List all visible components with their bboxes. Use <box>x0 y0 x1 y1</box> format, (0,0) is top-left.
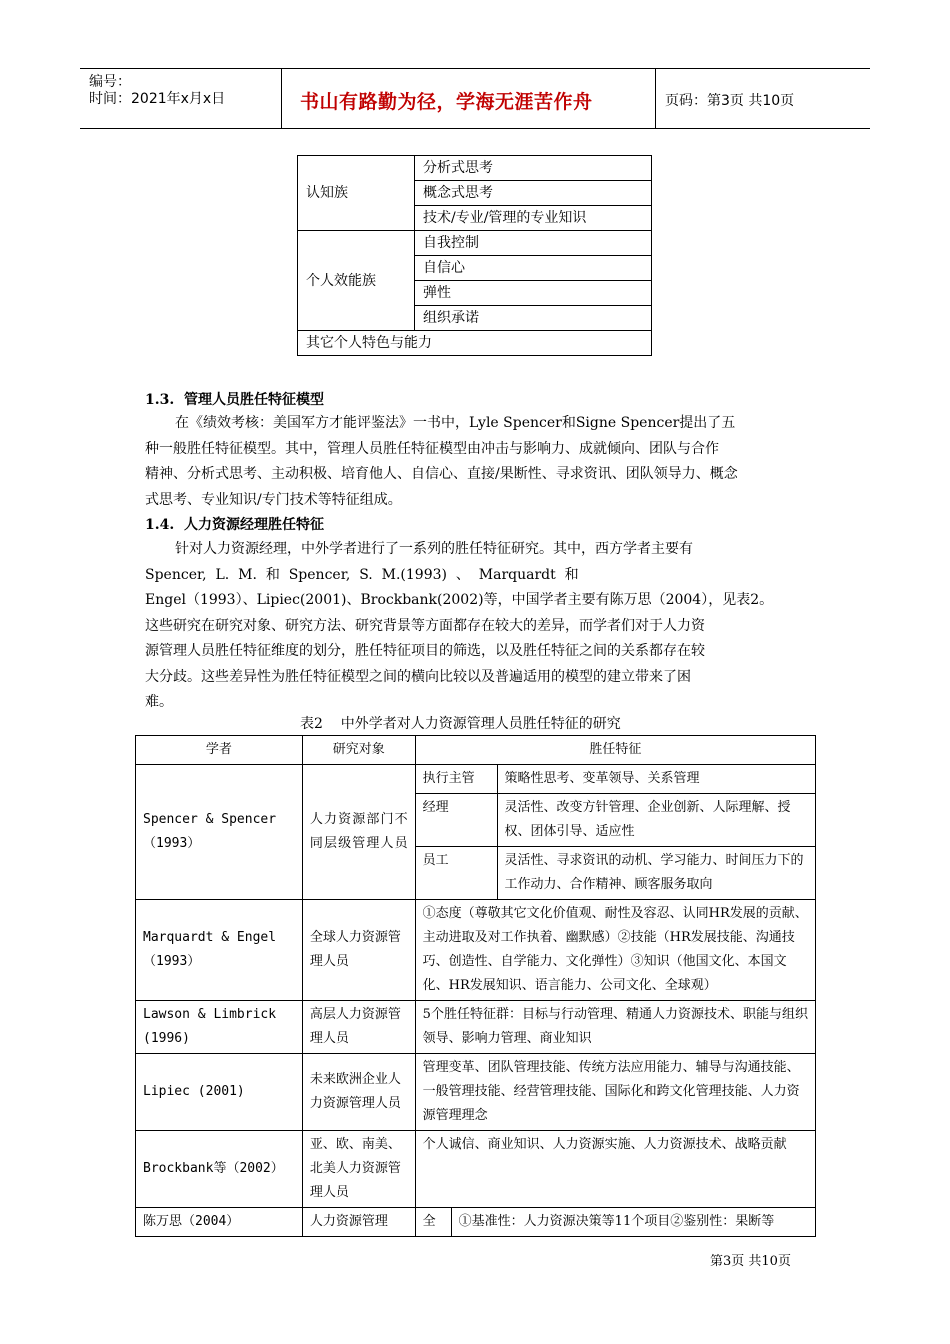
scholar-cell: Spencer & Spencer（1993） <box>136 765 303 900</box>
level-cell: 经理 <box>415 794 497 847</box>
paragraph-line: 大分歧。这些差异性为胜任特征模型之间的横向比较以及普遍适用的模型的建立带来了困 <box>145 668 691 685</box>
traits-cell: 灵活性、寻求资讯的动机、学习能力、时间压力下的工作动力、合作精神、顾客服务取向 <box>497 847 815 900</box>
header-traits: 胜任特征 <box>415 736 815 765</box>
table-row <box>136 765 816 794</box>
subject-cell: 未来欧洲企业人力资源管理人员 <box>302 1054 415 1131</box>
header-scholar: 学者 <box>136 736 303 765</box>
traits-cell: ①态度（尊敬其它文化价值观、耐性及容忍、认同HR发展的贡献、主动进取及对工作执着、幽默感）②技能（HR发展技能、沟通技巧、创造性、自学能力、文化弹性）③知识（他国文化、本国文化、HR发展知识、语言能力、公司文化、全球观） <box>415 900 815 1001</box>
subject-cell: 人力资源管理 <box>302 1208 415 1237</box>
subject-text: 人力资源部门不同层级管理人员 <box>309 812 408 851</box>
paragraph-line: Spencer, L. M. 和 Spencer, S. M.(1993) 、 Marquardt 和 <box>145 566 579 583</box>
subject-cell: 高层人力资源管理人员 <box>302 1001 415 1054</box>
page-footer: 第3页 共10页 <box>710 1254 791 1269</box>
traits-cell: 个人诚信、商业知识、人力资源实施、人力资源技术、战略贡献 <box>415 1131 815 1208</box>
section-heading-1-3: 1.3. 管理人员胜任特征模型 <box>145 392 324 408</box>
paragraph-line: 针对人力资源经理，中外学者进行了一系列的胜任特征研究。其中，西方学者主要有 <box>175 541 693 557</box>
table-row <box>298 231 652 256</box>
scholar-cell: Marquardt & Engel（1993） <box>136 900 303 1001</box>
hr-competency-research-table <box>135 735 816 1237</box>
header-code-label: 编号： <box>89 74 131 90</box>
traits-cell <box>415 1208 815 1237</box>
scholar-cell: Lipiec (2001) <box>136 1054 303 1131</box>
traits-cell: 5个胜任特征群：目标与行动管理、精通人力资源技术、职能与组织领导、影响力管理、商业知识 <box>415 1001 815 1054</box>
section-paragraph-1-4 <box>145 537 809 716</box>
traits-cell: 策略性思考、变革领导、关系管理 <box>497 765 815 794</box>
traits-cell: 灵活性、改变方针管理、企业创新、人际理解、授权、团体引导、适应性 <box>497 794 815 847</box>
table-row <box>136 1131 816 1208</box>
subject-cell: 全球人力资源管理人员 <box>302 900 415 1001</box>
cluster-item: 弹性 <box>415 281 652 306</box>
section-paragraph-1-3 <box>145 411 809 513</box>
header-divider-right <box>655 68 656 128</box>
table-row <box>136 900 816 1001</box>
header-time-label: 时间：2021年x月x日 <box>89 91 226 107</box>
traits-cell: 管理变革、团队管理技能、传统方法应用能力、辅导与沟通技能、一般管理技能、经营管理技能、国际化和跨文化管理技能、人力资源管理理念 <box>415 1054 815 1131</box>
cluster-item: 组织承诺 <box>415 306 652 331</box>
header-subject: 研究对象 <box>302 736 415 765</box>
header-page-label: 页码：第3页 共10页 <box>665 93 795 109</box>
table-caption: 表2 中外学者对人力资源管理人员胜任特征的研究 <box>300 716 621 732</box>
subject-cell <box>302 765 415 900</box>
cluster-item: 自我控制 <box>415 231 652 256</box>
cluster-item: 概念式思考 <box>415 181 652 206</box>
cluster-item: 自信心 <box>415 256 652 281</box>
cluster-name: 认知族 <box>298 156 415 231</box>
header-divider-left <box>281 68 282 128</box>
paragraph-line: 难。 <box>145 694 173 710</box>
cluster-item: 分析式思考 <box>415 156 652 181</box>
level-cell: 执行主管 <box>415 765 497 794</box>
paragraph-line: 种一般胜任特征模型。其中，管理人员胜任特征模型由冲击与影响力、成就倾向、团队与合作 <box>145 440 719 457</box>
table-row <box>298 331 652 356</box>
paragraph-line: 在《绩效考核：美国军方才能评鉴法》一书中，Lyle Spencer和Signe Spencer提出了五 <box>175 415 736 431</box>
header-top-rule <box>80 68 870 69</box>
competency-cluster-table <box>297 155 652 356</box>
paragraph-line: 源管理人员胜任特征维度的划分，胜任特征项目的筛选，以及胜任特征之间的关系都存在较 <box>145 643 705 659</box>
cluster-item: 技术/专业/管理的专业知识 <box>415 206 652 231</box>
scholar-cell: Brockbank等（2002） <box>136 1131 303 1208</box>
paragraph-line: Engel（1993）、Lipiec(2001)、Brockbank(2002)等，中国学者主要有陈万思（2004），见表2。 <box>145 592 774 608</box>
paragraph-line: 式思考、专业知识/专门技术等特征组成。 <box>145 491 402 508</box>
table-row <box>136 1001 816 1054</box>
scholar-cell: Lawson & Limbrick (1996) <box>136 1001 303 1054</box>
section-heading-1-4: 1.4. 人力资源经理胜任特征 <box>145 517 324 533</box>
level-cell: 全 <box>416 1208 452 1236</box>
table-row <box>136 1208 816 1237</box>
cluster-name: 个人效能族 <box>298 231 415 331</box>
header-bottom-rule <box>80 128 870 129</box>
table-header-row <box>136 736 816 765</box>
paragraph-line: 精神、分析式思考、主动积极、培育他人、自信心、直接/果断性、寻求资讯、团队领导力、概念 <box>145 466 738 482</box>
table-row <box>298 156 652 181</box>
traits-text: ①基准性：人力资源决策等11个项目②鉴别性：果断等 <box>458 1214 775 1229</box>
level-cell: 员工 <box>415 847 497 900</box>
table-row <box>136 1054 816 1131</box>
cluster-other: 其它个人特色与能力 <box>298 331 652 356</box>
paragraph-line: 这些研究在研究对象、研究方法、研究背景等方面都存在较大的差异，而学者们对于人力资 <box>145 617 705 634</box>
scholar-cell: 陈万思（2004） <box>136 1208 303 1237</box>
header-motto: 书山有路勤为径，学海无涯苦作舟 <box>300 91 593 113</box>
subject-cell: 亚、欧、南美、北美人力资源管理人员 <box>302 1131 415 1208</box>
